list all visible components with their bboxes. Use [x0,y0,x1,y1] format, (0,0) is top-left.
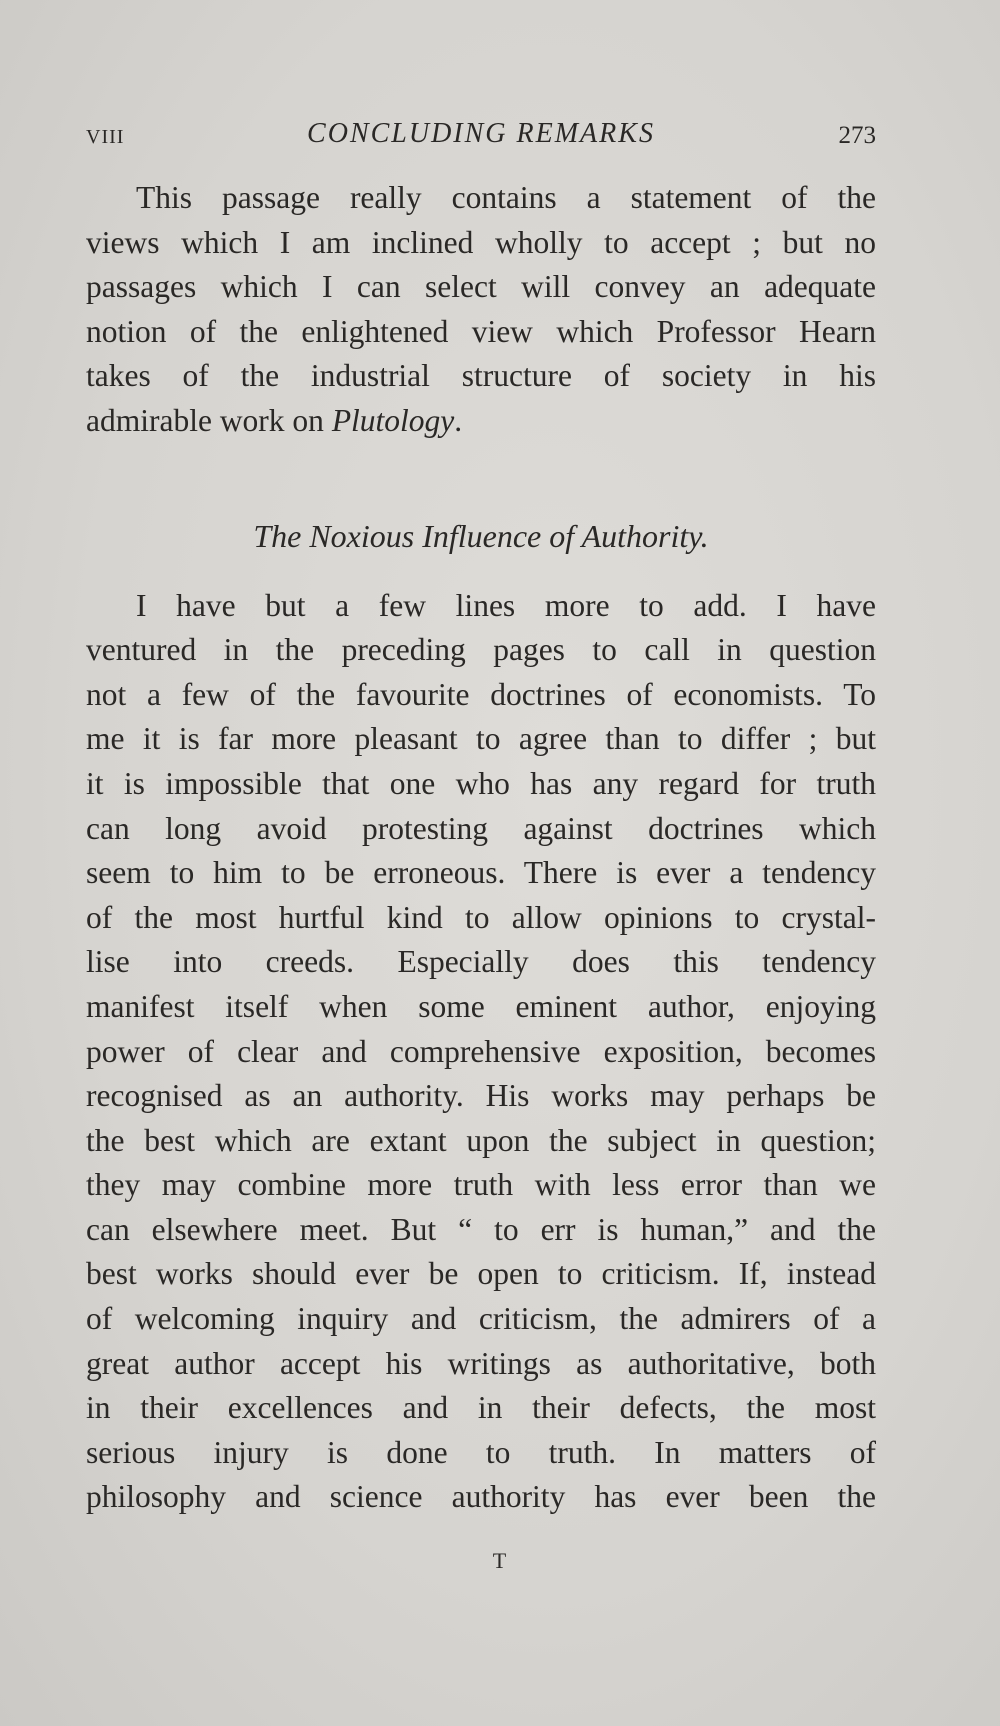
text-line: I have but a few lines more to add. I have [136,587,876,623]
text-line: of welcoming inquiry and criticism, the admirers of a [86,1301,876,1337]
book-title-plutology: Plutology [331,402,455,438]
chapter-number: VIII [86,126,125,148]
text-line: great author accept his writings as authoritative, both [86,1345,876,1381]
text-line: of the most hurtful kind to allow opinions to crystal- [86,899,876,935]
text-line: me it is far more pleasant to agree than to differ ; but [86,721,876,757]
text-line: takes of the industrial structure of society in his [86,358,876,394]
text-line: views which I am inclined wholly to accept ; but no [86,224,876,260]
running-title: CONCLUDING REMARKS [307,118,655,149]
section-heading: The Noxious Influence of Authority. [253,517,709,554]
text-line: lise into creeds. Especially does this tendency [86,944,876,980]
text-line: they may combine more truth with less error than we [86,1167,876,1203]
text-line: ventured in the preceding pages to call in question [86,632,876,668]
text-line: it is impossible that one who has any regard for truth [86,765,876,801]
paragraph-1 [86,176,876,444]
text-line: can elsewhere meet. But “ to err is human,” and the [86,1211,876,1247]
body-text [86,176,876,1520]
text-line: This passage really contains a statement of the [136,180,876,215]
text-line: seem to him to be erroneous. There is ever a tendency [86,855,876,891]
signature-mark: T [492,1548,508,1573]
text-line: the best which are extant upon the subject in question; [86,1122,876,1158]
text-line: can long avoid protesting against doctrines which [86,810,876,846]
text-line: in their excellences and in their defects, the most [86,1390,876,1426]
text-line: best works should ever be open to criticism. If, instead [86,1256,876,1292]
text-line: manifest itself when some eminent author, enjoying [86,988,876,1024]
text-line: notion of the enlightened view which Professor Hearn [86,313,876,349]
text-line: recognised as an authority. His works may perhaps be [86,1078,876,1114]
running-head [86,118,876,158]
text-line: power of clear and comprehensive exposition, becomes [86,1033,876,1069]
page-number: 273 [838,122,876,149]
text-fragment: . [454,402,463,438]
text-line-last [86,399,876,444]
text-fragment: admirable work on [86,402,332,438]
paragraph-2 [86,584,876,1520]
text-line: passages which I can select will convey an adequate [86,269,876,305]
text-line: serious injury is done to truth. In matters of [86,1434,876,1470]
text-line: philosophy and science authority has ever been the [86,1479,876,1515]
text-line: not a few of the favourite doctrines of economists. To [86,676,876,712]
